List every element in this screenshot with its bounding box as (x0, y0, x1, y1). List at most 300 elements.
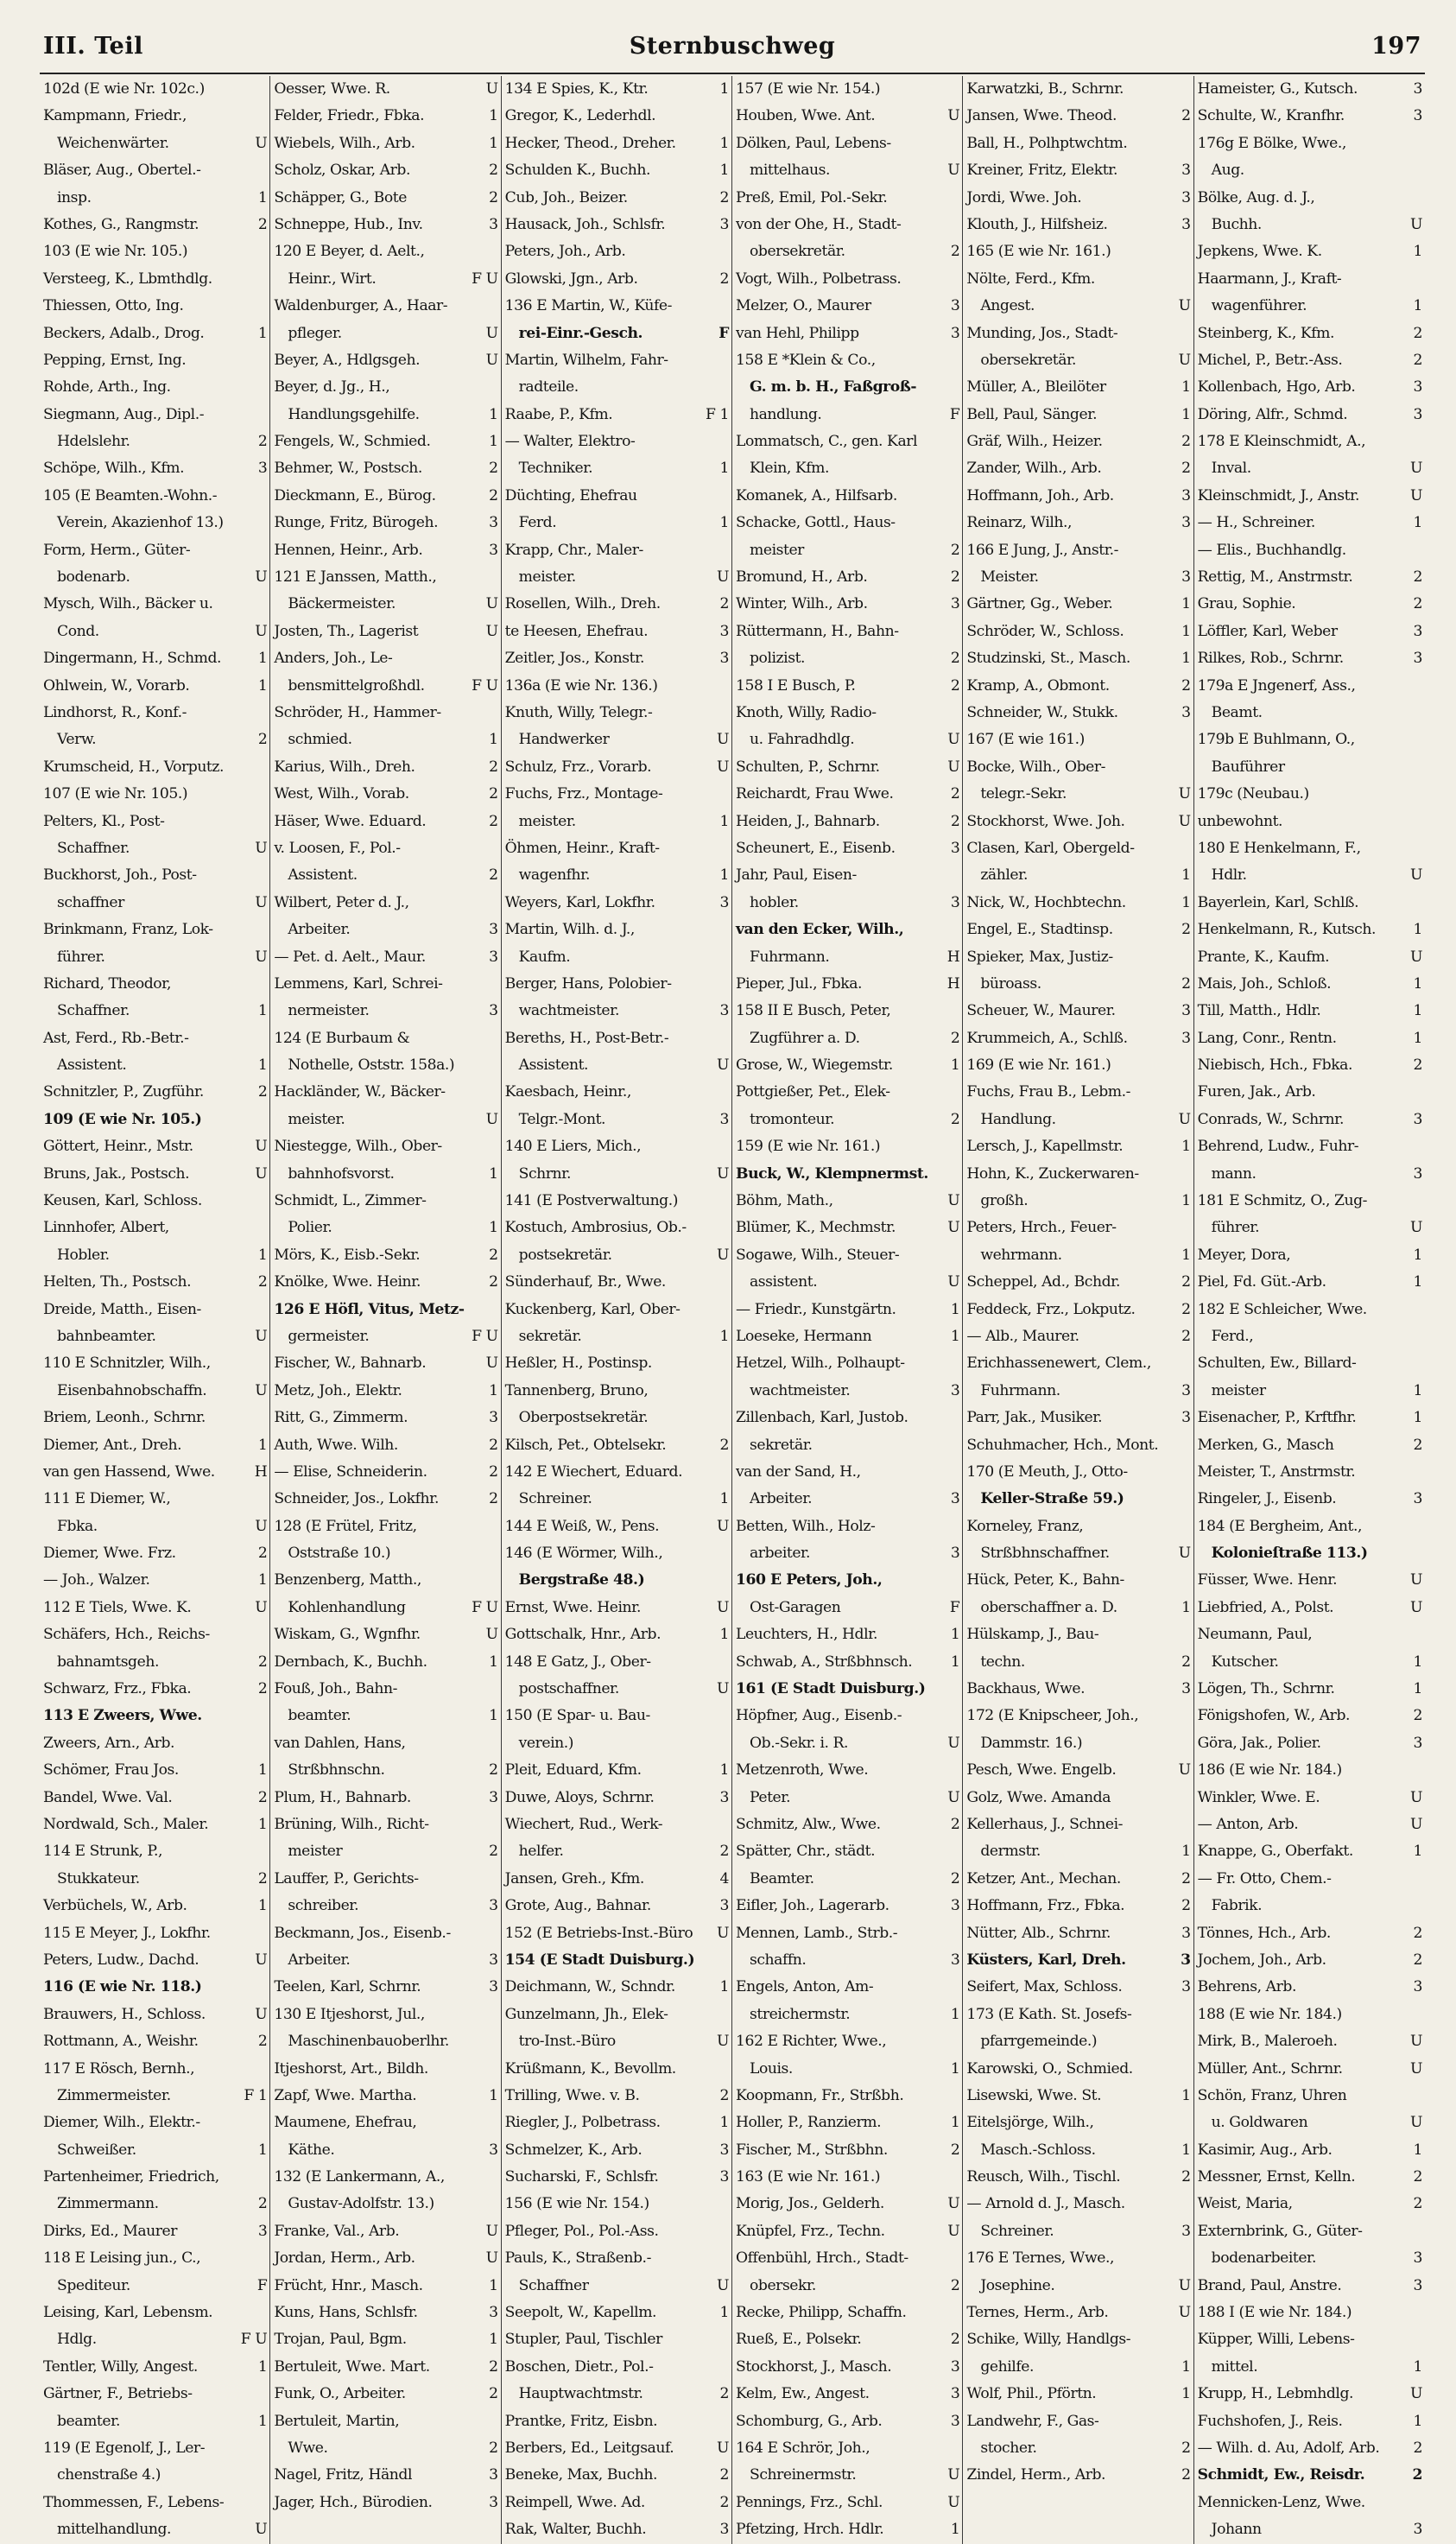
entry-text: Klouth, J., Hilfsheiz. (966, 215, 1108, 233)
entry-marker: 1 (719, 1327, 729, 1345)
entry-text: bahnhofsvorst. (288, 1164, 395, 1183)
entry-text: Reinarz, Wilh., (966, 514, 1073, 532)
directory-entry-line (736, 320, 959, 347)
entry-marker: 3 (1181, 2222, 1191, 2240)
entry-text: Kampmann, Friedr., (43, 107, 187, 125)
directory-entry-line (505, 1567, 729, 1594)
directory-entry-line (274, 2083, 497, 2109)
entry-text: Diemer, Wilh., Elektr.- (43, 2114, 200, 2132)
entry-text: Hdlr. (1211, 866, 1247, 885)
entry-marker: U (716, 1598, 729, 1616)
directory-entry-line (43, 455, 267, 482)
entry-text: Zimmermeister. (57, 2086, 171, 2104)
directory-entry-line (505, 1947, 729, 1974)
entry-text: Neumann, Paul, (1197, 1626, 1313, 1644)
entry-text: germeister. (288, 1327, 370, 1345)
directory-entry-line (43, 238, 267, 265)
page-number: 197 (1371, 33, 1421, 60)
entry-text: Mais, Joh., Schloß. (1197, 974, 1332, 993)
entry-marker: 2 (719, 188, 729, 206)
entry-marker: 2 (1181, 107, 1191, 125)
directory-entry-line (1198, 2164, 1422, 2191)
entry-text: G. m. b. H., Faßgroß- (750, 378, 917, 397)
entry-text: Parr, Jak., Musiker. (966, 1409, 1103, 1427)
entry-text: mittel. (1211, 2357, 1258, 2376)
entry-marker: 2 (950, 785, 960, 803)
entry-text: Buckhorst, Joh., Post- (43, 866, 197, 885)
entry-text: Versteeg, K., Lbmthdlg. (43, 270, 212, 288)
directory-entry-line (505, 1242, 729, 1269)
entry-marker: U (1409, 1598, 1422, 1616)
entry-text: 158 I E Busch, P. (736, 676, 856, 695)
entry-text: Helten, Th., Postsch. (43, 1273, 192, 1291)
entry-marker: 1 (257, 1816, 268, 1833)
entry-marker: 2 (489, 460, 498, 478)
directory-entry-line (1198, 890, 1422, 917)
entry-marker: 1 (257, 324, 268, 342)
entry-marker: 3 (950, 324, 960, 342)
directory-entry-line (43, 1432, 267, 1459)
entry-text: Kreiner, Fritz, Elektr. (966, 162, 1118, 180)
directory-entry-line (505, 2218, 729, 2245)
directory-entry-line (43, 2490, 267, 2516)
directory-entry-line (966, 402, 1190, 428)
directory-entry-line (966, 1161, 1190, 1188)
entry-text: Rilkes, Rob., Schrnr. (1197, 650, 1344, 668)
entry-marker: 1 (950, 2114, 960, 2132)
directory-entry-line (736, 1838, 959, 1865)
entry-marker: 3 (489, 514, 498, 532)
entry-marker: F U (472, 1327, 498, 1345)
directory-entry-line (43, 619, 267, 645)
entry-text: Komanek, A., Hilfsarb. (736, 486, 897, 504)
entry-marker: U (1178, 1545, 1191, 1563)
entry-text: Brauwers, H., Schloss. (43, 2005, 206, 2023)
entry-text: verein.) (518, 1734, 574, 1752)
entry-marker: 3 (1413, 622, 1422, 640)
entry-marker: 1 (257, 650, 268, 668)
directory-entry-line (966, 2273, 1190, 2300)
entry-text: Betten, Wilh., Holz- (736, 1517, 876, 1535)
entry-text: 184 (E Bergheim, Ant., (1197, 1517, 1363, 1535)
entry-marker: 3 (719, 2141, 729, 2159)
directory-entry-line (43, 1838, 267, 1865)
directory-entry-line (1198, 1811, 1422, 1838)
entry-text: tromonteur. (750, 1110, 835, 1128)
entry-text: Engels, Anton, Am- (736, 1978, 874, 1996)
directory-entry-line (43, 2516, 267, 2543)
directory-entry-line (736, 2435, 959, 2462)
directory-entry-line (505, 645, 729, 672)
directory-entry-line (505, 320, 729, 347)
directory-entry-line (1198, 564, 1422, 591)
entry-text: 146 (E Wörmer, Wilh., (504, 1545, 663, 1563)
entry-text: Kohlenhandlung (288, 1598, 406, 1616)
directory-entry-line (505, 917, 729, 943)
directory-entry-line (274, 971, 497, 998)
directory-entry-line (1198, 130, 1422, 157)
entry-marker: 3 (489, 1897, 498, 1915)
entry-text: Niebisch, Hch., Fbka. (1197, 1056, 1352, 1075)
entry-marker: 3 (950, 839, 960, 857)
directory-entry-line (505, 1378, 729, 1405)
directory-entry-line (505, 428, 729, 455)
entry-text: Kaesbach, Heinr., (504, 1083, 631, 1101)
entry-text: Schulz, Frz., Vorarb. (504, 758, 652, 776)
entry-marker: F U (472, 676, 498, 695)
entry-text: Leising, Karl, Lebensm. (43, 2304, 213, 2322)
entry-marker: 2 (1181, 676, 1191, 695)
entry-marker: U (947, 731, 960, 749)
directory-entry-line (966, 2191, 1190, 2217)
entry-marker: 2 (950, 1869, 960, 1887)
entry-text: Martin, Wilh. d. J., (504, 921, 635, 939)
entry-text: Bölke, Aug. d. J., (1197, 188, 1315, 206)
directory-entry-line (1198, 1974, 1422, 2001)
directory-entry-line (966, 1188, 1190, 1215)
entry-text: Rottmann, A., Weishr. (43, 2033, 199, 2051)
directory-entry-line (274, 2109, 497, 2136)
directory-entry-line (966, 998, 1190, 1025)
entry-text: Siegmann, Aug., Dipl.- (43, 405, 205, 423)
entry-text: 105 (E Beamten.-Wohn.- (43, 486, 218, 504)
entry-marker: 2 (719, 2493, 729, 2511)
directory-entry-line (966, 76, 1190, 103)
page-header (40, 22, 1425, 74)
directory-entry-line (274, 781, 497, 808)
directory-entry-line (1198, 1730, 1422, 1757)
directory-entry-line (274, 1649, 497, 1676)
entry-marker: U (1409, 2385, 1422, 2403)
entry-text: Karwatzki, B., Schrnr. (966, 80, 1124, 98)
entry-marker: 1 (950, 2005, 960, 2023)
directory-entry-line (966, 2462, 1190, 2489)
entry-marker: U (485, 324, 498, 342)
directory-entry-line (43, 1785, 267, 1811)
entry-marker: 1 (719, 80, 729, 98)
entry-marker: 3 (1181, 514, 1191, 532)
entry-text: Nick, W., Hochbtechn. (966, 893, 1126, 911)
entry-text: Bromund, H., Arb. (736, 568, 868, 587)
directory-entry-line (736, 1567, 959, 1594)
entry-text: Schmelzer, K., Arb. (504, 2141, 643, 2159)
directory-entry-line (505, 673, 729, 700)
directory-entry-line (1198, 619, 1422, 645)
column-6 (1194, 76, 1425, 2544)
entry-text: Krupp, H., Lebmhdlg. (1197, 2385, 1354, 2403)
entry-text: Richard, Theodor, (43, 974, 172, 993)
entry-marker: H (254, 1462, 268, 1481)
entry-marker: 2 (1181, 1653, 1191, 1671)
directory-entry-line (1198, 1893, 1422, 1919)
directory-entry-line (43, 2083, 267, 2109)
entry-marker: 3 (1413, 1978, 1422, 1996)
entry-text: Behmer, W., Postsch. (274, 460, 422, 478)
directory-entry-line (966, 862, 1190, 889)
entry-text: Franke, Val., Arb. (274, 2222, 400, 2240)
entry-text: Maschinenbauoberlhr. (288, 2033, 449, 2051)
entry-text: Ast, Ferd., Rb.-Betr.- (43, 1029, 189, 1047)
entry-text: Dieckmann, E., Bürog. (274, 486, 436, 504)
directory-entry-line (274, 1703, 497, 1729)
entry-text: te Heesen, Ehefrau. (504, 622, 649, 640)
directory-entry-line (736, 564, 959, 591)
entry-text: — Wilh. d. Au, Adolf, Arb. (1197, 2439, 1380, 2457)
directory-entry-line (505, 347, 729, 374)
entry-text: bodenarb. (57, 568, 130, 587)
directory-entry-line (505, 185, 729, 212)
entry-text: Meister. (980, 568, 1039, 587)
entry-text: tro-Inst.-Büro (518, 2033, 616, 2051)
directory-entry-line (966, 320, 1190, 347)
entry-text: Merken, G., Masch (1197, 1436, 1334, 1454)
directory-entry-line (966, 2435, 1190, 2462)
entry-text: Meister, T., Anstrmstr. (1197, 1462, 1356, 1481)
directory-entry-line (1198, 402, 1422, 428)
directory-entry-line (736, 537, 959, 564)
entry-marker: U (485, 2222, 498, 2240)
entry-text: Schrnr. (518, 1164, 572, 1183)
directory-entry-line (736, 673, 959, 700)
entry-marker: U (1178, 297, 1191, 315)
directory-entry-line (1198, 455, 1422, 482)
entry-marker: 1 (1181, 2385, 1191, 2403)
entry-marker: 2 (489, 1490, 498, 1508)
directory-entry-line (505, 2191, 729, 2217)
entry-text: Haarmann, J., Kraft- (1197, 270, 1342, 288)
entry-marker: U (255, 1598, 268, 1616)
directory-entry-line (274, 591, 497, 618)
entry-text: Till, Matth., Hdlr. (1197, 1002, 1321, 1020)
directory-entry-line (43, 1405, 267, 1431)
directory-entry-line (736, 1676, 959, 1703)
directory-entry-line (736, 1757, 959, 1784)
entry-text: Hdlg. (57, 2331, 97, 2349)
entry-marker: 2 (1181, 460, 1191, 478)
directory-entry-line (505, 1405, 729, 1431)
directory-entry-line (1198, 76, 1422, 103)
directory-entry-line (43, 76, 267, 103)
entry-text: bahnamtsgeh. (57, 1653, 159, 1671)
directory-entry-line (505, 2137, 729, 2164)
entry-marker: 3 (1413, 1110, 1422, 1128)
directory-entry-line (736, 212, 959, 238)
entry-text: Verbüchels, W., Arb. (43, 1897, 187, 1915)
entry-marker: 2 (950, 2276, 960, 2294)
directory-entry-line (1198, 1297, 1422, 1323)
directory-entry-line (1198, 1757, 1422, 1784)
directory-entry-line (736, 1785, 959, 1811)
entry-marker: 1 (489, 405, 498, 423)
directory-entry-line (736, 1215, 959, 1241)
entry-text: 158 II E Busch, Peter, (736, 1002, 891, 1020)
entry-marker: 1 (257, 1436, 268, 1454)
directory-entry-line (43, 1757, 267, 1784)
entry-marker: 3 (1181, 1409, 1191, 1427)
entry-marker: F (949, 1598, 960, 1616)
directory-entry-line (736, 2191, 959, 2217)
entry-text: Kostuch, Ambrosius, Ob.- (504, 1219, 687, 1237)
directory-entry-line (274, 1432, 497, 1459)
entry-text: Schäpper, G., Bote (274, 188, 407, 206)
entry-text: zähler. (980, 866, 1029, 885)
entry-text: Martin, Wilhelm, Fahr- (504, 351, 668, 369)
directory-entry-line (43, 483, 267, 510)
entry-marker: U (255, 1138, 268, 1156)
directory-entry-line (1198, 2218, 1422, 2245)
entry-marker: U (716, 2033, 729, 2051)
entry-text: Schulten, Ew., Billard- (1197, 1354, 1357, 1373)
directory-entry-line (505, 2408, 729, 2435)
directory-entry-line (736, 1920, 959, 1947)
directory-entry-line (505, 1350, 729, 1377)
directory-entry-line (505, 944, 729, 971)
entry-text: Hoffmann, Frz., Fbka. (966, 1897, 1125, 1915)
entry-marker: 3 (1413, 2276, 1422, 2294)
directory-entry-line (966, 1567, 1190, 1594)
entry-text: Knüpfel, Frz., Techn. (736, 2222, 885, 2240)
entry-marker: 2 (1181, 921, 1191, 939)
entry-marker: U (947, 1734, 960, 1752)
entry-marker: 2 (1181, 2168, 1191, 2186)
entry-text: Pfleger, Pol., Pol.-Ass. (504, 2222, 659, 2240)
directory-entry-line (1198, 2083, 1422, 2109)
entry-text: Maumene, Ehefrau, (274, 2114, 417, 2132)
directory-entry-line (43, 1866, 267, 1893)
directory-entry-line (43, 781, 267, 808)
entry-marker: F (256, 2276, 268, 2294)
directory-entry-line (736, 944, 959, 971)
directory-entry-line (274, 1297, 497, 1323)
entry-marker: U (716, 568, 729, 587)
directory-entry-line (966, 890, 1190, 917)
directory-entry-line (736, 862, 959, 889)
entry-text: bahnbeamter. (57, 1327, 156, 1345)
directory-entry-line (966, 1323, 1190, 1350)
directory-entry-line (43, 2326, 267, 2353)
directory-entry-line (1198, 1785, 1422, 1811)
directory-entry-line (1198, 320, 1422, 347)
entry-text: 170 (E Meuth, J., Otto- (966, 1462, 1128, 1481)
directory-entry-line (274, 483, 497, 510)
directory-entry-line (274, 2273, 497, 2300)
entry-text: Stockhorst, J., Masch. (736, 2357, 892, 2376)
entry-text: Angest. (980, 297, 1035, 315)
directory-entry-line (43, 1486, 267, 1513)
directory-entry-line (274, 1269, 497, 1296)
entry-text: 110 E Schnitzler, Wilh., (43, 1354, 211, 1373)
directory-entry-line (43, 1459, 267, 1486)
entry-marker: 1 (257, 2357, 268, 2376)
entry-marker: U (716, 731, 729, 749)
directory-entry-line (274, 1025, 497, 1052)
entry-text: 188 (E wie Nr. 184.) (1197, 2005, 1342, 2023)
entry-marker: 2 (719, 2385, 729, 2403)
entry-text: van den Ecker, Wilh., (736, 921, 904, 939)
entry-marker: 1 (489, 1653, 498, 1671)
directory-entry-line (966, 754, 1190, 781)
entry-marker: 1 (1413, 974, 1422, 993)
directory-entry-line (274, 510, 497, 536)
directory-entry-line (505, 1188, 729, 1215)
entry-text: Jager, Hch., Bürodien. (274, 2493, 433, 2511)
directory-entry-line (736, 700, 959, 726)
entry-text: Göra, Jak., Polier. (1197, 1734, 1321, 1752)
directory-entry-line (736, 2164, 959, 2191)
entry-text: 119 (E Egenolf, J., Ler- (43, 2439, 206, 2457)
entry-text: Zugführer a. D. (750, 1029, 860, 1047)
entry-text: Duwe, Aloys, Schrnr. (504, 1788, 655, 1806)
directory-entry-line (274, 1567, 497, 1594)
entry-marker: 2 (719, 2466, 729, 2484)
entry-text: Peters, Joh., Arb. (504, 243, 626, 261)
entry-marker: 1 (489, 107, 498, 125)
directory-entry-line (274, 1621, 497, 1648)
entry-text: Glowski, Jgn., Arb. (504, 270, 638, 288)
entry-text: Raabe, P., Kfm. (504, 405, 613, 423)
entry-marker: U (1409, 460, 1422, 478)
entry-text: Nagel, Fritz, Händl (274, 2466, 412, 2484)
entry-marker: 2 (489, 1436, 498, 1454)
entry-text: Anders, Joh., Le- (274, 650, 393, 668)
entry-text: meister. (518, 568, 576, 587)
directory-entry-line (43, 2109, 267, 2136)
directory-entry-line (736, 1025, 959, 1052)
entry-text: obersekr. (750, 2276, 816, 2294)
entry-marker: 2 (1413, 1436, 1422, 1454)
entry-text: Behrens, Arb. (1197, 1978, 1296, 1996)
directory-entry-line (505, 1107, 729, 1133)
entry-marker: 2 (1181, 2466, 1191, 2484)
directory-entry-line (736, 2300, 959, 2326)
directory-entry-line (966, 2083, 1190, 2109)
section-label: III. Teil (43, 33, 143, 60)
directory-entry-line (736, 2354, 959, 2381)
entry-text: Mennicken-Lenz, Wwe. (1197, 2493, 1365, 2511)
directory-entry-line (966, 1215, 1190, 1241)
directory-entry-line (1198, 1838, 1422, 1865)
entry-text: polizist. (750, 650, 806, 668)
entry-text: Winter, Wilh., Arb. (736, 595, 868, 613)
entry-marker: 2 (719, 270, 729, 288)
directory-entry-line (274, 1785, 497, 1811)
entry-text: Pepping, Ernst, Ing. (43, 351, 187, 369)
entry-text: 115 E Meyer, J., Lokfhr. (43, 1924, 211, 1942)
entry-text: schaffner (57, 893, 124, 911)
directory-entry-line (274, 2408, 497, 2435)
directory-entry-line (505, 1323, 729, 1350)
entry-text: Briem, Leonh., Schrnr. (43, 1409, 206, 1427)
entry-text: Ternes, Herm., Arb. (966, 2304, 1109, 2322)
entry-text: Dölken, Paul, Lebens- (736, 134, 891, 152)
entry-text: Oberpostsekretär. (518, 1409, 649, 1427)
directory-entry-line (43, 2218, 267, 2245)
entry-text: obersekretär. (750, 243, 845, 261)
directory-entry-line (736, 781, 959, 808)
directory-entry-line (274, 1133, 497, 1160)
directory-entry-line (43, 645, 267, 672)
directory-entry-line (736, 2245, 959, 2272)
entry-text: Kleinschmidt, J., Anstr. (1197, 486, 1360, 504)
directory-entry-line (274, 1215, 497, 1241)
directory-entry-line (736, 1893, 959, 1919)
entry-text: Telgr.-Mont. (518, 1110, 606, 1128)
entry-text: 163 (E wie Nr. 161.) (736, 2168, 881, 2186)
entry-text: 173 (E Kath. St. Josefs- (966, 2005, 1132, 2023)
entry-text: 113 E Zweers, Wwe. (43, 1707, 202, 1725)
entry-marker: U (1178, 1761, 1191, 1780)
entry-marker: 1 (1181, 1138, 1191, 1156)
